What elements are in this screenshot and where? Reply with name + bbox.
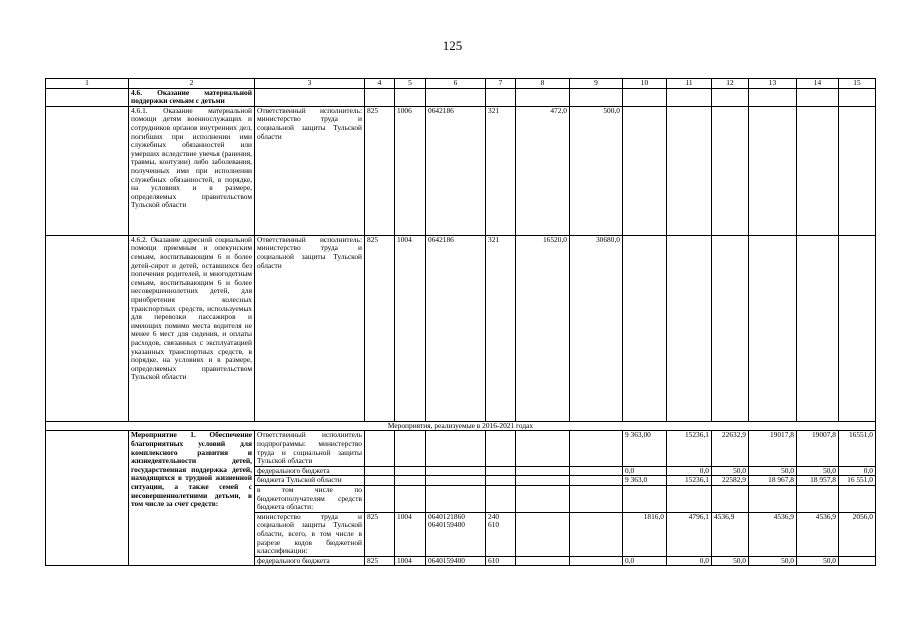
grbs-code <box>365 485 395 512</box>
table-row <box>46 431 876 466</box>
csr-code <box>426 431 486 466</box>
rzpr-code: 1004 <box>395 556 426 566</box>
value-col12: 50,0 <box>712 466 749 476</box>
value-col13: 19017,8 <box>749 431 797 466</box>
csr-code: 0640121860 0640159400 <box>426 512 486 556</box>
rzpr-code <box>395 466 426 476</box>
value-col13: 18 967,8 <box>749 476 797 486</box>
section-row <box>46 88 876 106</box>
vr-code <box>486 476 516 486</box>
column-header: 10 <box>623 79 667 89</box>
grbs-code: 825 <box>365 106 395 235</box>
column-header: 14 <box>797 79 839 89</box>
grbs-code <box>365 431 395 466</box>
value-col11: 0,0 <box>667 556 712 566</box>
value-col9: 30680,0 <box>570 235 623 421</box>
funding-label: Ответственный исполнитель подпрограммы: министерство труда и социальной защиты Тульской области <box>255 431 365 466</box>
value-col10: 9 363,0 <box>623 476 667 486</box>
value-col14: 50,0 <box>797 466 839 476</box>
column-header: 7 <box>486 79 516 89</box>
value-col11 <box>667 485 712 512</box>
value-col13: 4536,9 <box>749 512 797 556</box>
value-col10: 1816,0 <box>623 512 667 556</box>
column-header: 3 <box>255 79 365 89</box>
value-col10: 0,0 <box>623 466 667 476</box>
executor: Ответственный исполнитель: министерство труда и социальной защиты Тульской области <box>255 106 365 235</box>
csr-code <box>426 485 486 512</box>
banner-text: Мероприятия, реализуемые в 2016-2021 годах <box>46 421 876 431</box>
csr-code: 0642186 <box>426 235 486 421</box>
column-header: 9 <box>570 79 623 89</box>
column-header: 4 <box>365 79 395 89</box>
measure-name: Мероприятие 1. Обеспечение благоприятных условий для комплексного развития и жизнедеятельности детей, государственная поддержка детей, находящихся в трудной жизненной ситуации, а также семей с несовершеннолетними детьми, в том числе за счет средств: <box>129 431 255 566</box>
column-header: 11 <box>667 79 712 89</box>
page-number: 125 <box>442 38 463 53</box>
vr-code <box>486 431 516 466</box>
value-col14: 18 957,8 <box>797 476 839 486</box>
value-col15 <box>839 556 876 566</box>
vr-code: 321 <box>486 235 516 421</box>
table-row <box>46 106 876 235</box>
funding-label: в том числе по бюджетополучателям средств бюджета области: <box>255 485 365 512</box>
rzpr-code: 1004 <box>395 512 426 556</box>
vr-code: 321 <box>486 106 516 235</box>
value-col8: 16520,0 <box>516 235 570 421</box>
value-col14 <box>797 485 839 512</box>
csr-code <box>426 476 486 486</box>
header-row <box>46 79 876 89</box>
banner-row <box>46 421 876 431</box>
column-header: 6 <box>426 79 486 89</box>
vr-code: 240 610 <box>486 512 516 556</box>
value-col12: 4536,9 <box>712 512 749 556</box>
grbs-code: 825 <box>365 235 395 421</box>
rzpr-code <box>395 431 426 466</box>
value-col13 <box>749 485 797 512</box>
value-col13: 50,0 <box>749 466 797 476</box>
measure-name: 4.6.1. Оказание материальной помощи детям военнослужащих и сотрудников органов внутренних дел, погибших при исполнении ими служебных обязанностей или умерших вследствие увечья (ранения, травмы, контузии) либо заболевания, полученных ими при исполнении служебных обязанностей, в порядке, на условиях и в размере, определяемых правительством Тульской области <box>129 106 255 235</box>
grbs-code: 825 <box>365 512 395 556</box>
column-header: 8 <box>516 79 570 89</box>
rzpr-code <box>395 476 426 486</box>
table-row <box>46 235 876 421</box>
value-col14: 4536,9 <box>797 512 839 556</box>
funding-label: федерального бюджета <box>255 556 365 566</box>
value-col15: 16 551,0 <box>839 476 876 486</box>
section-title: 4.6. Оказание материальной поддержки семьям с детьми <box>129 88 255 106</box>
value-col11: 0,0 <box>667 466 712 476</box>
value-col10: 9 363,00 <box>623 431 667 466</box>
value-col14: 50,0 <box>797 556 839 566</box>
vr-code: 610 <box>486 556 516 566</box>
value-col10: 0,0 <box>623 556 667 566</box>
funding-label: министерство труда и социальной защиты Тульской области, всего, в том числе в разрезе кодов бюджетной классификации: <box>255 512 365 556</box>
value-col12: 22632,9 <box>712 431 749 466</box>
vr-code <box>486 466 516 476</box>
column-header: 1 <box>46 79 129 89</box>
value-col11: 4796,1 <box>667 512 712 556</box>
vr-code <box>486 485 516 512</box>
grbs-code <box>365 466 395 476</box>
executor: Ответственный исполнитель: министерство труда и социальной защиты Тульской области <box>255 235 365 421</box>
measure-name: 4.6.2. Оказание адресной социальной помощи приемным и опекунским семьям, воспитывающим 6 и более детей-сирот и детей, оставшихся без попечения родителей, и многодетным семьям, воспитывающим 6 и более несовершеннолетних детей, для приобретения колесных транспортных средств, используемых для перевозки пассажиров и имеющих помимо места водителя не менее 6 мест для сидения, и оплаты расходов, связанных с эксплуатацией указанных транспортных средств, в порядке, на условиях и в размере, определяемых правительством Тульской области <box>129 235 255 421</box>
value-col8: 472,0 <box>516 106 570 235</box>
value-col12: 50,0 <box>712 556 749 566</box>
value-col9: 500,0 <box>570 106 623 235</box>
rzpr-code <box>395 485 426 512</box>
rzpr-code: 1006 <box>395 106 426 235</box>
value-col15: 2056,0 <box>839 512 876 556</box>
grbs-code: 825 <box>365 556 395 566</box>
value-col10 <box>623 485 667 512</box>
column-header: 12 <box>712 79 749 89</box>
column-header: 2 <box>129 79 255 89</box>
column-header: 5 <box>395 79 426 89</box>
value-col11: 15236,1 <box>667 431 712 466</box>
funding-label: бюджета Тульской области <box>255 476 365 486</box>
value-col15 <box>839 485 876 512</box>
column-header: 13 <box>749 79 797 89</box>
csr-code: 0640159400 <box>426 556 486 566</box>
funding-label: федерального бюджета <box>255 466 365 476</box>
rzpr-code: 1004 <box>395 235 426 421</box>
grbs-code <box>365 476 395 486</box>
value-col13: 50,0 <box>749 556 797 566</box>
value-col12 <box>712 485 749 512</box>
value-col15: 0,0 <box>839 466 876 476</box>
value-col12: 22582,9 <box>712 476 749 486</box>
value-col14: 19007,8 <box>797 431 839 466</box>
column-header: 15 <box>839 79 876 89</box>
budget-table <box>45 78 876 566</box>
csr-code <box>426 466 486 476</box>
value-col15: 16551,0 <box>839 431 876 466</box>
csr-code: 0642186 <box>426 106 486 235</box>
value-col11: 15236,1 <box>667 476 712 486</box>
